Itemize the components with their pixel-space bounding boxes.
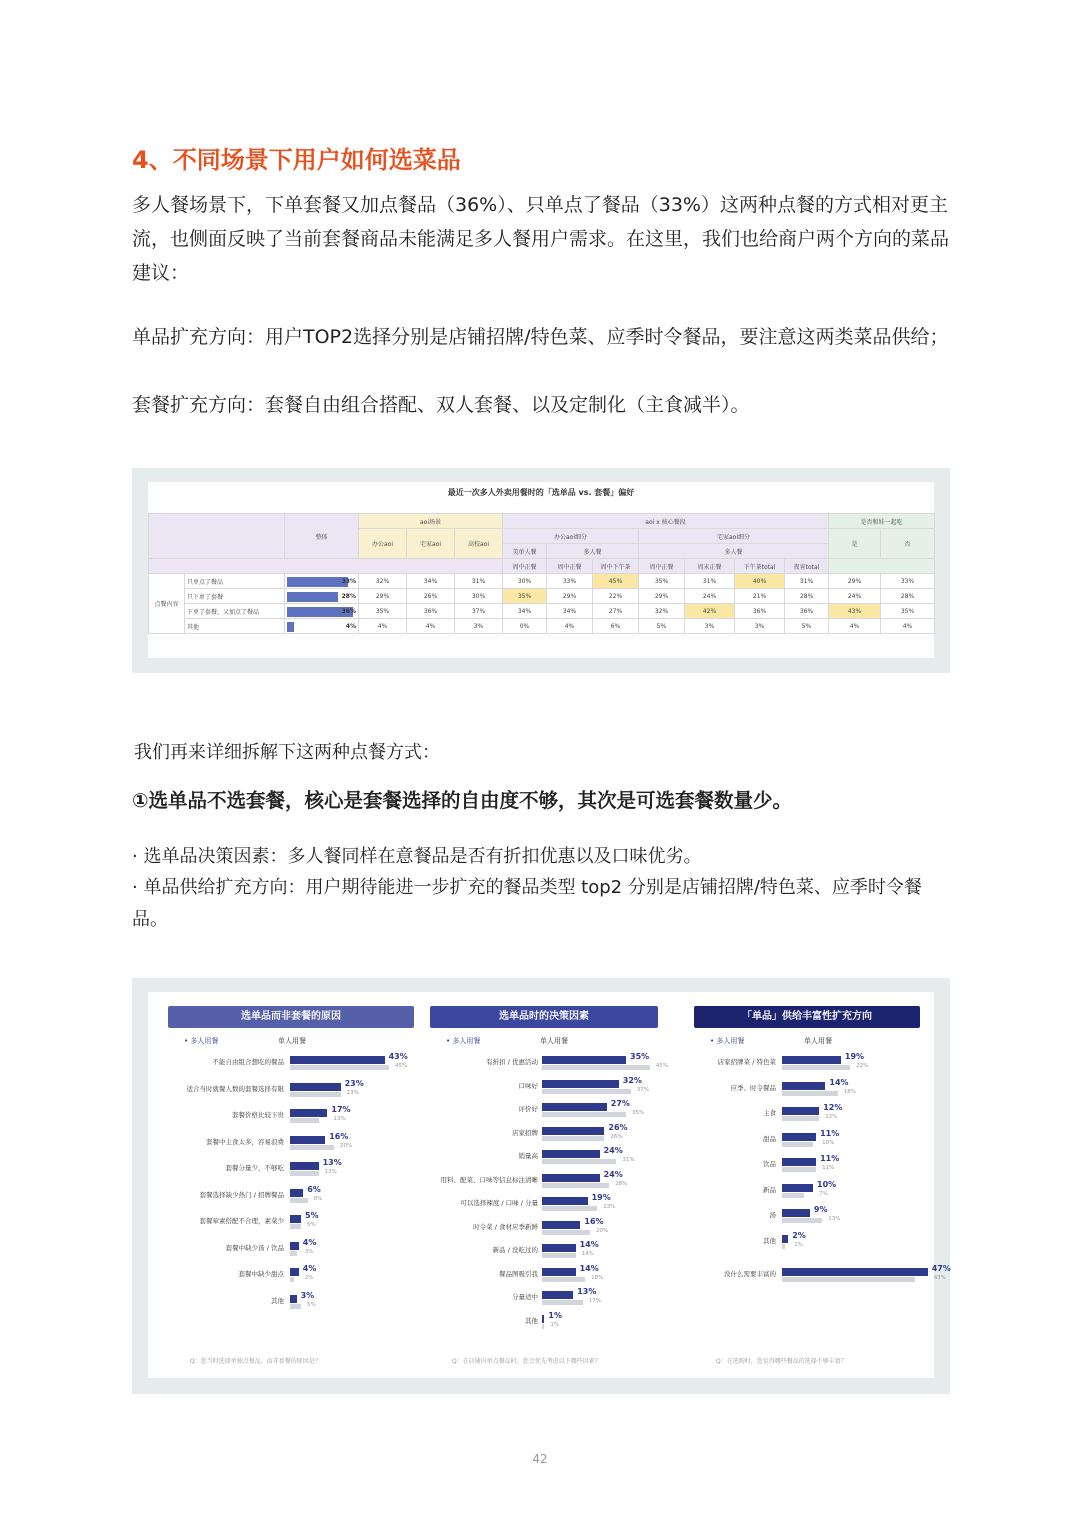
category-label: 时令菜 / 食材应季新鲜 — [473, 1222, 538, 1231]
table-cell: 37% — [455, 604, 503, 619]
single-value: 22% — [856, 1063, 869, 1069]
overall-value: 36% — [341, 607, 356, 615]
row-label: 下单了套餐，又加点了餐品 — [185, 604, 285, 619]
multi-bar — [290, 1295, 297, 1303]
single-value: 37% — [636, 1086, 650, 1093]
category-label: 套餐价格比较下贵 — [232, 1111, 284, 1119]
multi-value: 43% — [388, 1052, 408, 1061]
multi-value: 11% — [820, 1154, 840, 1163]
table-cell: 33% — [547, 574, 593, 589]
single-bar — [542, 1136, 604, 1141]
multi-bar — [290, 1136, 325, 1144]
single-value: 2% — [304, 1275, 314, 1281]
table-cell: 28% — [785, 589, 829, 604]
table-cell: 24% — [829, 589, 881, 604]
multi-bar — [290, 1162, 319, 1170]
multi-value: 1% — [548, 1310, 562, 1320]
home-sub-header: 宅家aoi细分 — [639, 529, 829, 544]
single-bar — [782, 1116, 819, 1121]
multi-value: 24% — [603, 1146, 623, 1155]
row-label: 只单点了餐品 — [185, 574, 285, 589]
point-one-heading: ①选单品不选套餐，核心是套餐选择的自由度不够，其次是可选套餐数量少。 — [132, 789, 793, 812]
single-bar — [542, 1183, 609, 1188]
table-cell: 29% — [359, 589, 407, 604]
bar-charts-figure — [132, 978, 950, 1394]
table-row — [149, 589, 935, 604]
table-cell: 28% — [881, 589, 935, 604]
single-value: 13% — [333, 1116, 346, 1122]
slot-header: 周中正餐 — [503, 559, 547, 574]
table-cell: 27% — [593, 604, 639, 619]
single-value: 13% — [828, 1216, 841, 1222]
multi-bar — [782, 1235, 788, 1243]
chart-question: Q：在店铺内单点餐品时，您会优先考虑以下哪些因素？ — [452, 1358, 601, 1365]
multi-bar — [542, 1291, 573, 1299]
table-cell: 4% — [881, 619, 935, 634]
single-bar — [782, 1277, 915, 1282]
overall-bar-cell — [285, 619, 359, 634]
multi-value: 9% — [813, 1205, 828, 1214]
single-item-direction: 单品扩充方向：用户TOP2选择分别是店铺招牌/特色菜、应季时令餐品，要注意这两类菜品供给； — [132, 326, 949, 348]
office-sub-header: 办公aoi细分 — [503, 529, 639, 544]
single-value: 5% — [307, 1222, 316, 1228]
bar-chart — [416, 992, 678, 1378]
preference-table — [148, 513, 935, 634]
category-label: 有折扣 / 优惠活动 — [486, 1058, 538, 1066]
corner-cell — [149, 514, 285, 559]
category-label: 没什么需要丰富的 — [724, 1270, 776, 1278]
single-bar — [290, 1198, 308, 1203]
office-col: 多人餐 — [547, 544, 639, 559]
multi-bar — [290, 1268, 299, 1276]
category-label: 其他 — [525, 1316, 538, 1325]
category-label: 分量适中 — [512, 1293, 538, 1301]
single-bar — [542, 1112, 626, 1117]
single-value: 8% — [313, 1195, 323, 1202]
multi-bar — [290, 1242, 299, 1250]
category-label: 甜品 — [763, 1134, 776, 1143]
category-label: 其他 — [763, 1236, 776, 1245]
category-label: 饮品 — [763, 1160, 776, 1168]
table-cell: 29% — [547, 589, 593, 604]
category-label: 套餐分量少，不够吃 — [225, 1164, 284, 1172]
single-bar — [290, 1224, 301, 1229]
table-cell: 36% — [407, 604, 455, 619]
slot-header: 周中正餐 — [639, 559, 685, 574]
multi-value: 13% — [577, 1287, 597, 1296]
category-label: 销量高 — [518, 1152, 538, 1160]
table-cell: 34% — [407, 574, 455, 589]
single-value: 12% — [825, 1114, 838, 1120]
single-bar — [542, 1206, 597, 1211]
single-value: 43% — [933, 1275, 946, 1281]
single-value: 18% — [591, 1274, 604, 1281]
multi-value: 6% — [307, 1184, 321, 1194]
table-cell: 4% — [359, 619, 407, 634]
single-bar — [782, 1142, 813, 1147]
single-bar — [542, 1065, 650, 1070]
single-value: 26% — [610, 1133, 623, 1140]
category-label: 汤 — [769, 1211, 776, 1219]
multi-value: 19% — [844, 1052, 865, 1061]
multi-bar — [542, 1174, 600, 1182]
category-label: 评价好 — [518, 1105, 538, 1113]
multi-value: 12% — [823, 1103, 843, 1112]
legend-single: 单人用餐 — [278, 1037, 306, 1045]
single-value: 17% — [588, 1298, 602, 1304]
multi-bar — [290, 1109, 327, 1117]
slot-header: 夜宵total — [785, 559, 829, 574]
table-cell: 32% — [359, 574, 407, 589]
multi-value: 13% — [322, 1158, 342, 1167]
home-col: 多人餐 — [639, 544, 829, 559]
table-cell: 36% — [785, 604, 829, 619]
chart-title: 「单品」供给丰富性扩充方向 — [694, 1006, 920, 1028]
multi-value: 10% — [817, 1179, 837, 1189]
multi-value: 16% — [329, 1131, 349, 1141]
single-value: 31% — [622, 1157, 635, 1163]
spacer-cell — [829, 559, 935, 574]
single-value: 45% — [656, 1063, 669, 1069]
table-cell: 31% — [455, 574, 503, 589]
overall-bar-cell — [285, 589, 359, 604]
slot-header: 周中下午茶 — [593, 559, 639, 574]
table-cell: 5% — [785, 619, 829, 634]
table-cell: 4% — [407, 619, 455, 634]
category-label: 新品 / 没吃过的 — [492, 1246, 538, 1254]
aoi-group-header: aoi场景 — [359, 514, 503, 529]
overall-bar — [287, 592, 338, 602]
table-cell: 32% — [639, 604, 685, 619]
table-cell: 29% — [829, 574, 881, 589]
multi-value: 4% — [302, 1237, 317, 1247]
eat-col-no: 否 — [881, 529, 935, 559]
single-value: 23% — [346, 1089, 359, 1096]
category-label: 套餐中缺少汤 / 饮品 — [225, 1243, 284, 1252]
legend-single: 单人用餐 — [540, 1037, 568, 1045]
overall-value: 28% — [341, 592, 356, 600]
legend-multi: • 多人用餐 — [446, 1037, 481, 1045]
category-label: 主食 — [763, 1109, 776, 1117]
category-label: 餐品图吸引我 — [499, 1269, 538, 1278]
single-bar — [542, 1324, 544, 1329]
single-bar — [290, 1251, 297, 1256]
single-bar — [782, 1167, 816, 1172]
table-cell: 21% — [735, 589, 785, 604]
eat-group-header: 是否和娃一起吃 — [829, 514, 935, 529]
slot-header: 周末正餐 — [685, 559, 735, 574]
chart-title: 选单品而非套餐的原因 — [168, 1006, 414, 1028]
slot-header: 周中正餐 — [547, 559, 593, 574]
breakdown-intro: 我们再来详细拆解下这两种点餐方式： — [134, 742, 440, 763]
chart-question: Q：在选购时，您觉得哪些餐品的选择不够丰富？ — [716, 1358, 847, 1365]
single-bar — [542, 1253, 576, 1258]
multi-bar — [782, 1209, 810, 1217]
category-label: 其他 — [271, 1296, 284, 1305]
overall-bar — [287, 577, 348, 587]
multi-value: 19% — [591, 1193, 611, 1202]
row-label: 只下单了套餐 — [185, 589, 285, 604]
single-bar — [782, 1244, 785, 1249]
multi-value: 11% — [820, 1128, 840, 1138]
overall-value: 33% — [341, 577, 356, 585]
table-cell: 35% — [881, 604, 935, 619]
table-cell: 3% — [685, 619, 735, 634]
legend-multi: • 多人用餐 — [184, 1037, 219, 1045]
category-label: 用料、配菜、口味等信息标注清晰 — [440, 1175, 538, 1184]
table-cell: 31% — [685, 574, 735, 589]
multi-bar — [542, 1244, 576, 1252]
legend-single: 单人用餐 — [804, 1037, 832, 1045]
single-value: 7% — [819, 1190, 828, 1197]
multi-value: 47% — [931, 1264, 951, 1273]
category-label: 店家招牌 — [512, 1128, 538, 1137]
single-bar — [290, 1118, 319, 1123]
single-value: 45% — [395, 1063, 408, 1069]
multi-bar — [290, 1189, 303, 1197]
single-bar — [542, 1230, 590, 1235]
single-bar — [290, 1304, 301, 1309]
section-heading: 4、不同场景下用户如何选菜品 — [132, 146, 461, 174]
table-cell: 29% — [639, 589, 685, 604]
single-bar — [290, 1065, 389, 1070]
multi-bar — [782, 1133, 816, 1141]
single-bar — [542, 1300, 583, 1305]
table-cell: 35% — [359, 604, 407, 619]
legend-multi: • 多人用餐 — [710, 1037, 745, 1045]
multi-bar — [542, 1315, 544, 1323]
table-cell: 6% — [593, 619, 639, 634]
overall-value: 4% — [345, 622, 356, 630]
multi-value: 14% — [579, 1240, 599, 1249]
single-bar — [290, 1277, 294, 1282]
single-bar — [782, 1091, 838, 1096]
multi-value: 14% — [829, 1077, 849, 1087]
office-col: 美单人餐 — [503, 544, 547, 559]
single-value: 18% — [843, 1088, 857, 1095]
category-label: 套餐中缺少甜点 — [238, 1270, 284, 1278]
multi-bar — [542, 1150, 600, 1158]
category-label: 店家招牌菜 / 特色菜 — [717, 1058, 776, 1066]
table-cell: 35% — [503, 589, 547, 604]
table-cell: 0% — [503, 619, 547, 634]
multi-value: 24% — [603, 1169, 623, 1179]
table-cell: 36% — [735, 604, 785, 619]
multi-bar — [782, 1184, 813, 1192]
single-value: 5% — [307, 1301, 316, 1308]
category-label: 套餐选择缺少热门 / 招牌餐品 — [199, 1190, 284, 1199]
table-cell: 40% — [735, 574, 785, 589]
aoi-col: 宅家aoi — [407, 529, 455, 559]
table-cell: 34% — [503, 604, 547, 619]
table-cell: 43% — [829, 604, 881, 619]
category-label: 应季、时令餐品 — [730, 1083, 776, 1092]
table-cell: 24% — [685, 589, 735, 604]
multi-bar — [290, 1215, 301, 1223]
category-label: 套餐荤素搭配不合理，素菜少 — [199, 1217, 284, 1225]
bullet-decision: · 选单品决策因素：多人餐同样在意餐品是否有折扣优惠以及口味优劣。 — [132, 846, 702, 867]
category-label: 套餐中主食太多，容易浪费 — [206, 1137, 284, 1146]
multi-value: 32% — [622, 1075, 642, 1085]
table-cell: 42% — [685, 604, 735, 619]
category-label: 新品 — [763, 1185, 776, 1194]
multi-bar — [782, 1158, 816, 1166]
category-label: 可以选择辣度 / 口味 / 分量 — [460, 1199, 538, 1207]
table-cell: 33% — [881, 574, 935, 589]
single-value: 3% — [304, 1248, 314, 1255]
single-value: 35% — [632, 1110, 645, 1116]
table-cell: 31% — [785, 574, 829, 589]
intro-paragraph: 多人餐场景下，下单套餐又加点餐品（36%）、只单点了餐品（33%）这两种点餐的方式相对更主流，也侧面反映了当前套餐商品未能满足多人餐用户需求。在这里，我们也给商户两个方向的菜品建议： — [132, 194, 950, 284]
bar-chart — [680, 992, 951, 1378]
multi-bar — [542, 1056, 626, 1064]
table-cell: 34% — [547, 604, 593, 619]
multi-value: 14% — [579, 1263, 599, 1273]
table-cell: 4% — [829, 619, 881, 634]
table-row — [149, 574, 935, 589]
table-cell: 3% — [455, 619, 503, 634]
overall-bar-cell — [285, 574, 359, 589]
table-cell: 35% — [639, 574, 685, 589]
row-label: 其他 — [185, 619, 285, 634]
table-cell: 45% — [593, 574, 639, 589]
core-group-header: aoi x 核心餐段 — [503, 514, 829, 529]
single-value: 23% — [603, 1204, 616, 1210]
multi-bar — [542, 1127, 604, 1135]
multi-bar — [782, 1107, 819, 1115]
single-bar — [542, 1277, 585, 1282]
chart-title: 选单品时的决策因素 — [430, 1006, 658, 1028]
multi-bar — [542, 1268, 576, 1276]
table-cell: 30% — [455, 589, 503, 604]
table-cell: 3% — [735, 619, 785, 634]
row-group-label: 点餐内容 — [149, 574, 185, 634]
table-cell: 5% — [639, 619, 685, 634]
category-label: 不能自由组合想吃的餐品 — [212, 1058, 284, 1066]
multi-value: 35% — [630, 1052, 650, 1061]
single-value: 28% — [615, 1180, 628, 1187]
single-bar — [542, 1159, 616, 1164]
category-label: 适合当时就餐人数的套餐选择有限 — [186, 1084, 284, 1093]
multi-bar — [542, 1197, 588, 1205]
multi-bar — [782, 1082, 825, 1090]
multi-value: 5% — [305, 1211, 319, 1220]
multi-value: 16% — [584, 1216, 604, 1226]
single-bar — [290, 1171, 319, 1176]
overall-header: 整体 — [285, 514, 359, 559]
table-cell: 26% — [407, 589, 455, 604]
single-bar — [290, 1092, 341, 1097]
multi-value: 26% — [608, 1122, 628, 1132]
table-row — [149, 604, 935, 619]
spacer-cell — [149, 559, 503, 574]
multi-bar — [542, 1221, 580, 1229]
category-label: 口味好 — [518, 1081, 538, 1090]
single-value: 13% — [324, 1169, 337, 1175]
preference-table-figure — [132, 468, 950, 673]
single-value: 1% — [794, 1241, 803, 1248]
multi-value: 23% — [344, 1078, 364, 1088]
multi-value: 17% — [331, 1105, 351, 1114]
chart-question: Q：您当时选择单独点餐品，而非套餐的原因是？ — [190, 1358, 321, 1365]
aoi-col: 办公aoi — [359, 529, 407, 559]
multi-value: 3% — [300, 1290, 315, 1300]
table-cell: 22% — [593, 589, 639, 604]
single-bar — [542, 1089, 631, 1094]
single-bar — [782, 1193, 804, 1198]
single-value: 11% — [822, 1165, 835, 1171]
multi-bar — [290, 1056, 385, 1064]
single-value: 20% — [340, 1142, 353, 1149]
slot-header: 下午茶total — [735, 559, 785, 574]
single-value: 14% — [581, 1251, 594, 1257]
single-bar — [782, 1065, 850, 1070]
overall-bar-cell — [285, 604, 359, 619]
page-number: 42 — [532, 1452, 548, 1466]
single-value: 10% — [822, 1139, 835, 1146]
bar-chart — [154, 992, 416, 1378]
aoi-col: 高校aoi — [455, 529, 503, 559]
table-row — [149, 619, 935, 634]
eat-col-yes: 是 — [829, 529, 881, 559]
overall-bar — [287, 622, 294, 632]
bullet-supply: · 单品供给扩充方向：用户期待能进一步扩充的餐品类型 top2 分别是店铺招牌/特色菜、应季时令餐品。 — [132, 877, 922, 930]
table-cell: 30% — [503, 574, 547, 589]
multi-bar — [542, 1080, 619, 1088]
single-bar — [290, 1145, 334, 1150]
multi-bar — [782, 1268, 928, 1276]
single-value: 1% — [550, 1321, 560, 1328]
multi-bar — [542, 1103, 607, 1111]
single-value: 20% — [596, 1227, 609, 1234]
combo-direction: 套餐扩充方向：套餐自由组合搭配、双人套餐、以及定制化（主食减半）。 — [132, 394, 750, 416]
multi-bar — [290, 1083, 341, 1091]
multi-bar — [782, 1056, 841, 1064]
table-title: 最近一次多人外卖用餐时的「选单品 vs. 套餐」偏好 — [447, 488, 635, 497]
table-cell: 4% — [547, 619, 593, 634]
multi-value: 4% — [302, 1264, 317, 1273]
multi-value: 27% — [610, 1099, 630, 1108]
single-bar — [782, 1218, 822, 1223]
multi-value: 2% — [792, 1230, 806, 1240]
